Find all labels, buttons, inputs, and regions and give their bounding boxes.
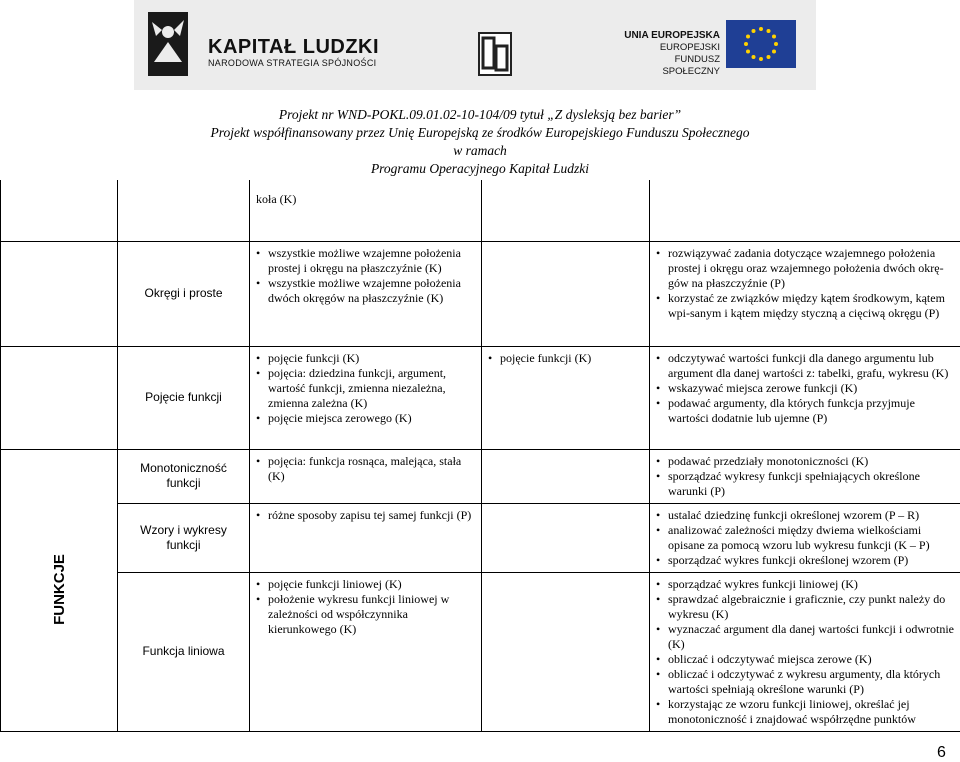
topic-monotonicznosc: Monotoniczność funkcji [118,449,250,503]
table-cell [482,449,650,503]
skills-cell [650,449,960,503]
skills-cell [650,346,960,449]
eu-european-text: EUROPEJSKI [618,42,720,54]
list-item: • pojęcia: funkcja rosnąca, malejąca, stała (K) [256,454,475,484]
page-number: 6 [937,744,946,762]
section-label-funkcje: FUNKCJE [52,554,67,625]
list-item: • sporządzać wykres funkcji określonej wzorem (P) [656,553,954,568]
eu-star-icon [774,42,778,46]
list-item: • wszystkie możliwe wzajemne położenia prostej i okręgu na płaszczyźnie (K) [256,246,475,276]
eu-star-icon [759,57,763,61]
eu-star-icon [752,29,756,33]
table-cell [1,346,118,449]
knowledge-text: koła (K) [256,192,475,207]
list-item: • sprawdzać algebraicznie i graficznie, czy punkt należy do wykresu (K) [656,592,954,622]
project-cofinancing: Projekt współfinansowany przez Unię Europejską ze środków Europejskiego Funduszu Społecznego [0,124,960,142]
table-cell [118,180,250,241]
list-item: • analizować zależności między dwiema wielkościami opisane za pomocą wzoru lub wykresu funkcji (K – P) [656,523,954,553]
eu-star-icon [746,35,750,39]
eu-star-icon [767,29,771,33]
list-item: • pojęcie funkcji liniowej (K) [256,577,475,592]
list-item: • pojęcie miejsca zerowego (K) [256,411,475,426]
table-row [1,241,960,346]
eu-star-icon [767,55,771,59]
knowledge-cell [250,572,482,731]
table-row [1,572,960,731]
extra-cell [482,346,650,449]
eu-union-text: UNIA EUROPEJSKA [618,30,720,42]
list-item: • wskazywać miejsca zerowe funkcji (K) [656,381,954,396]
kapital-ludzki-logo-icon [148,12,188,76]
skills-cell [650,572,960,731]
table-cell [250,180,482,241]
eu-star-icon [772,50,776,54]
list-item: • wyznaczać argument dla danej wartości funkcji i odwrotnie (K) [656,622,954,652]
list-item: • wszystkie możliwe wzajemne położenia dwóch okręgów na płaszczyźnie (K) [256,276,475,306]
list-item: • korzystać ze związków między kątem środkowym, kątem wpi-sanym i kątem między styczną a cięciwą okręgu (P) [656,291,954,321]
eu-fund-label [618,30,720,72]
eu-social-fund-text: FUNDUSZ SPOŁECZNY [618,54,720,78]
knowledge-cell [250,449,482,503]
topic-wzory-wykresy: Wzory i wykresy funkcji [118,503,250,572]
list-item: • korzystając ze wzoru funkcji liniowej, określać jej monotoniczność i znajdować współrzędne punktów [656,697,954,727]
skills-cell [650,503,960,572]
eu-star-icon [772,35,776,39]
topic-funkcja-liniowa: Funkcja liniowa [118,572,250,731]
kapital-ludzki-title: KAPITAŁ LUDZKI [208,36,379,59]
table-row [1,346,960,449]
list-item: • obliczać i odczytywać miejsca zerowe (K) [656,652,954,667]
table-cell [1,241,118,346]
list-item: • odczytywać wartości funkcji dla danego argumentu lub argument dla danej wartości z: tabelki, grafu, wykresu (K) [656,351,954,381]
section-label-cell [1,449,118,731]
list-item: • podawać przedziały monotoniczności (K) [656,454,954,469]
list-item: • pojęcie funkcji (K) [256,351,475,366]
eu-star-icon [759,27,763,31]
list-item: • ustalać dziedzinę funkcji określonej wzorem (P – R) [656,508,954,523]
knowledge-cell [250,241,482,346]
project-framework: w ramach [0,142,960,160]
list-item: • rozwiązywać zadania dotyczące wzajemnego położenia prostej i okręgu oraz wzajemnego położenia dwóch okrę-gów na płaszczyźnie (P) [656,246,954,291]
table-row [1,503,960,572]
skills-cell [650,241,960,346]
topic-pojecie-funkcji: Pojęcie funkcji [118,346,250,449]
table-row [1,449,960,503]
list-item: • sporządzać wykres funkcji liniowej (K) [656,577,954,592]
knowledge-cell [250,503,482,572]
list-item: • różne sposoby zapisu tej samej funkcji (P) [256,508,475,523]
table-row [1,180,960,241]
table-cell [482,503,650,572]
table-cell [1,180,118,241]
table-cell [482,180,650,241]
project-programme: Programu Operacyjnego Kapitał Ludzki [0,160,960,178]
topic-okregi: Okręgi i proste [118,241,250,346]
list-item: • pojęcie funkcji (K) [488,351,643,366]
list-item: • podawać argumenty, dla których funkcja przyjmuje wartości dodatnie lub ujemne (P) [656,396,954,426]
pl-emblem-icon [478,32,512,76]
eu-star-icon [752,55,756,59]
table-cell [482,241,650,346]
table-cell [650,180,960,241]
table-cell [482,572,650,731]
eu-flag-icon [726,20,796,68]
list-item: • obliczać i odczytywać z wykresu argumenty, dla których wartości spełniają określone warunki (P) [656,667,954,697]
kapital-ludzki-subtitle: NARODOWA STRATEGIA SPÓJNOŚCI [208,58,376,68]
knowledge-cell [250,346,482,449]
list-item: • pojęcia: dziedzina funkcji, argument, wartość funkcji, zmienna niezależna, zmienna zależna (K) [256,366,475,411]
eu-star-icon [744,42,748,46]
project-number-title: Projekt nr WND-POKL.09.01.02-10-104/09 tytuł „Z dysleksją bez barier” [0,106,960,124]
curriculum-table [0,180,960,732]
list-item: • położenie wykresu funkcji liniowej w zależności od współczynnika kierunkowego (K) [256,592,475,637]
eu-star-icon [746,50,750,54]
list-item: • sporządzać wykresy funkcji spełniających określone warunki (P) [656,469,954,499]
